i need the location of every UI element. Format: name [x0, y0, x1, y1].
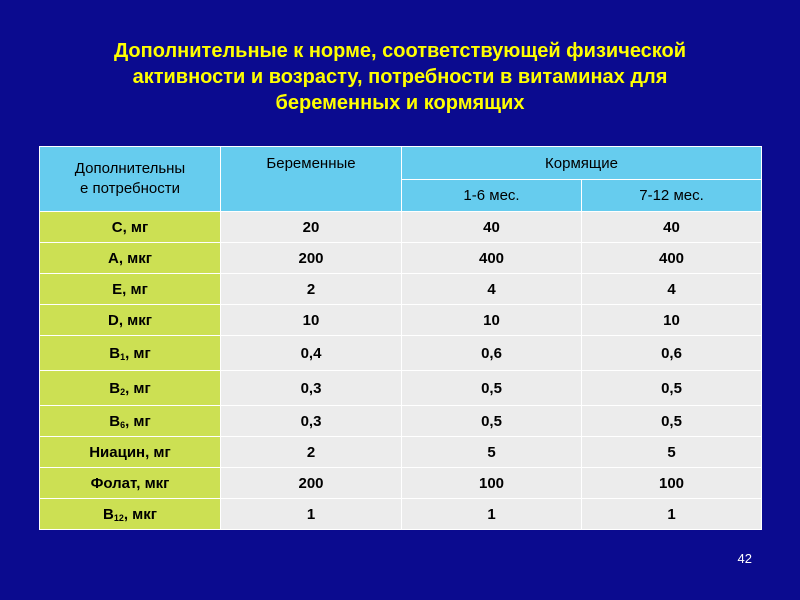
- cell-1-6-months: 10: [402, 305, 582, 336]
- row-label: Фолат, мкг: [40, 468, 221, 499]
- slide-title: [0, 38, 800, 116]
- cell-pregnant: 2: [221, 274, 402, 305]
- vitamin-subscript: 2: [120, 386, 126, 397]
- table-row: [40, 371, 762, 406]
- row-label: [40, 336, 221, 371]
- cell-pregnant: 0,3: [221, 406, 402, 437]
- cell-1-6-months: 400: [402, 243, 582, 274]
- row-label: C, мг: [40, 212, 221, 243]
- cell-7-12-months: 5: [582, 437, 762, 468]
- row-label: D, мкг: [40, 305, 221, 336]
- title-line-3: беременных и кормящих: [275, 92, 525, 114]
- row-label: [40, 371, 221, 406]
- table-row: [40, 212, 762, 243]
- header-col1-line1: Дополнительны: [74, 160, 186, 177]
- vitamin-subscript: 12: [113, 512, 124, 523]
- cell-pregnant: 200: [221, 243, 402, 274]
- cell-pregnant: 200: [221, 468, 402, 499]
- vitamin-unit: , мг: [125, 412, 151, 430]
- cell-7-12-months: 0,5: [582, 406, 762, 437]
- vitamin-unit: , мг: [125, 379, 151, 397]
- vitamin-table: [39, 146, 762, 530]
- vitamin-letter: B: [109, 344, 121, 362]
- cell-1-6-months: 5: [402, 437, 582, 468]
- cell-pregnant: 20: [221, 212, 402, 243]
- cell-1-6-months: 0,6: [402, 336, 582, 371]
- table-row: [40, 468, 762, 499]
- table-row: [40, 305, 762, 336]
- table-row: [40, 336, 762, 371]
- title-line-1: Дополнительные к норме, соответствующей физической: [113, 40, 687, 62]
- vitamin-letter: B: [102, 505, 114, 523]
- row-label: [40, 406, 221, 437]
- cell-pregnant: 1: [221, 499, 402, 530]
- vitamin-subscript: 1: [120, 351, 126, 362]
- cell-1-6-months: 0,5: [402, 406, 582, 437]
- header-1-6-months: 1-6 мес.: [402, 180, 582, 212]
- vitamin-subscript: 6: [120, 419, 126, 430]
- cell-7-12-months: 100: [582, 468, 762, 499]
- table-row: [40, 406, 762, 437]
- header-pregnant: Беременные: [221, 147, 402, 212]
- cell-7-12-months: 0,6: [582, 336, 762, 371]
- cell-pregnant: 10: [221, 305, 402, 336]
- table-row: [40, 243, 762, 274]
- table-row: [40, 274, 762, 305]
- header-additional-needs: [40, 147, 221, 212]
- cell-1-6-months: 1: [402, 499, 582, 530]
- row-label: [40, 499, 221, 530]
- vitamin-letter: B: [109, 379, 121, 397]
- cell-pregnant: 0,3: [221, 371, 402, 406]
- cell-7-12-months: 400: [582, 243, 762, 274]
- table-row: [40, 499, 762, 530]
- header-lactating: Кормящие: [402, 147, 762, 180]
- vitamin-letter: B: [109, 412, 121, 430]
- cell-1-6-months: 100: [402, 468, 582, 499]
- cell-1-6-months: 4: [402, 274, 582, 305]
- table-row: [40, 437, 762, 468]
- cell-7-12-months: 40: [582, 212, 762, 243]
- header-col1-line2: е потребности: [80, 180, 180, 197]
- cell-pregnant: 2: [221, 437, 402, 468]
- cell-1-6-months: 40: [402, 212, 582, 243]
- cell-7-12-months: 1: [582, 499, 762, 530]
- cell-pregnant: 0,4: [221, 336, 402, 371]
- vitamin-unit: , мг: [125, 344, 151, 362]
- vitamin-unit: , мкг: [123, 505, 158, 523]
- cell-7-12-months: 4: [582, 274, 762, 305]
- row-label: Ниацин, мг: [40, 437, 221, 468]
- cell-1-6-months: 0,5: [402, 371, 582, 406]
- cell-7-12-months: 0,5: [582, 371, 762, 406]
- cell-7-12-months: 10: [582, 305, 762, 336]
- header-7-12-months: 7-12 мес.: [582, 180, 762, 212]
- page-number: 42: [737, 551, 752, 566]
- title-line-2: активности и возрасту, потребности в витаминах для: [132, 66, 668, 88]
- row-label: E, мг: [40, 274, 221, 305]
- row-label: A, мкг: [40, 243, 221, 274]
